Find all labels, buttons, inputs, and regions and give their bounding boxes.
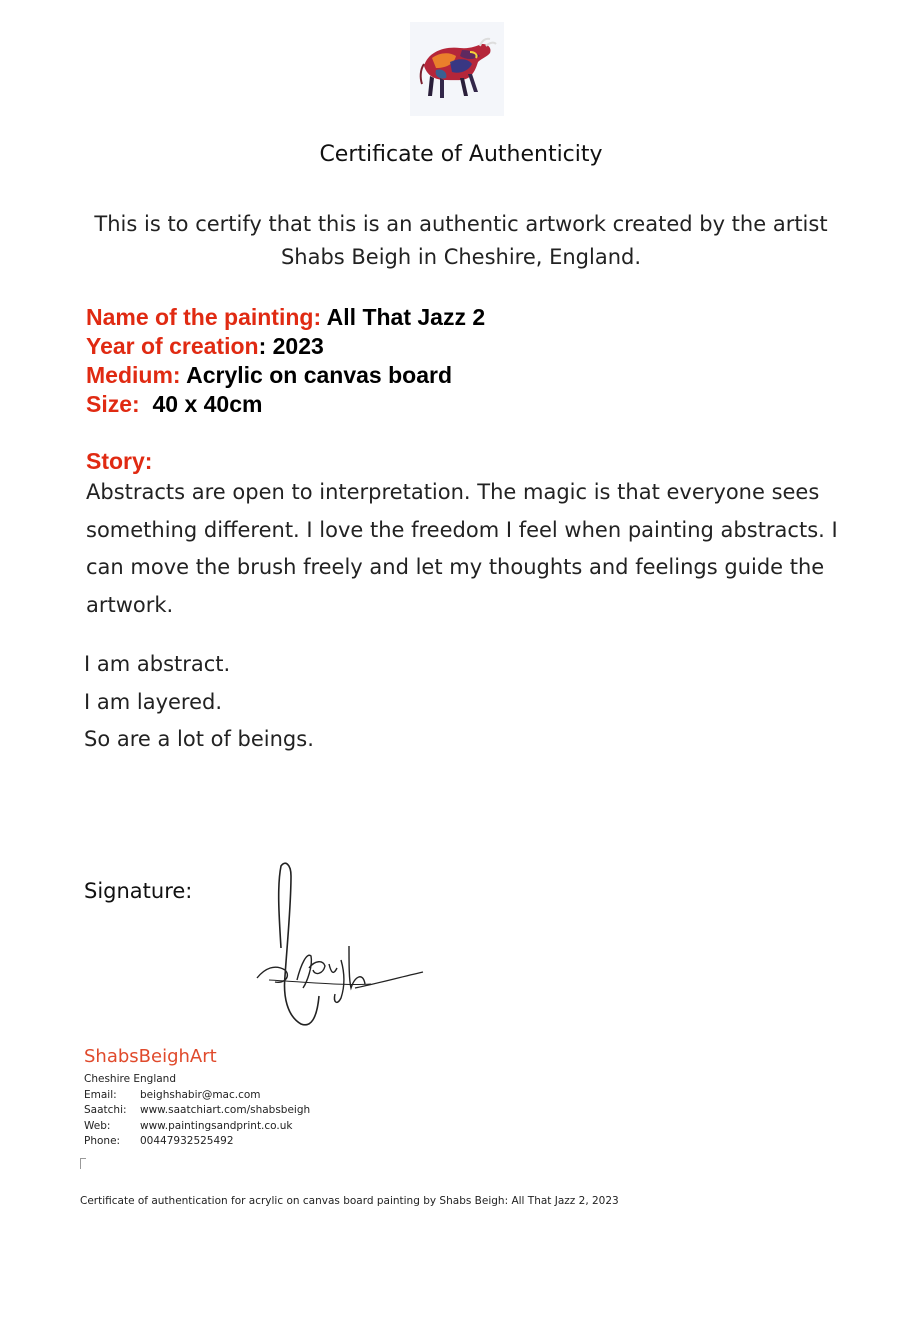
painting-name-value: All That Jazz 2 — [326, 304, 486, 330]
email-value[interactable]: beighshabir@mac.com — [140, 1088, 261, 1101]
medium-value: Acrylic on canvas board — [186, 362, 452, 388]
story-label: Story — [86, 448, 145, 474]
story-label-colon: : — [144, 448, 153, 474]
artwork-details — [86, 303, 485, 419]
brand-name: ShabsBeighArt — [84, 1046, 217, 1067]
saatchi-label: Saatchi: — [84, 1104, 127, 1116]
size-row — [86, 390, 485, 419]
certificate-title: Certificate of Authenticity — [319, 142, 603, 167]
saatchi-row — [84, 1103, 310, 1119]
certification-statement — [60, 208, 862, 274]
size-label: Size: — [86, 391, 140, 417]
phone-label: Phone: — [84, 1135, 121, 1147]
phone-row — [84, 1134, 310, 1150]
corner-mark — [80, 1158, 86, 1169]
poem-line-2: I am layered. — [84, 689, 223, 714]
bull-painting-icon — [410, 22, 504, 116]
poem-line-3: So are a lot of beings. — [84, 727, 314, 751]
year-row — [86, 332, 485, 361]
story-poem — [84, 646, 314, 759]
footer-caption: Certificate of authentication for acrylic on canvas board painting by Shabs Beigh: All That Jazz 2, 2023 — [80, 1195, 619, 1207]
medium-row — [86, 361, 485, 390]
painting-name-label: Name of the painting: — [86, 304, 322, 330]
story-paragraph: Abstracts are open to interpretation. The magic is that everyone sees something different. I love the freedom I feel when painting abstracts. I can move the brush freely and let my thoughts and feelings guide the artwork. — [86, 480, 838, 617]
web-row — [84, 1119, 310, 1135]
web-label: Web: — [84, 1119, 111, 1132]
email-label: Email: — [84, 1088, 117, 1101]
email-row — [84, 1088, 310, 1104]
web-link[interactable]: www.paintingsandprint.co.uk — [140, 1119, 293, 1132]
painting-name-row — [86, 303, 485, 332]
poem-line-1: I am abstract. — [84, 652, 231, 676]
size-value: 40 x 40cm — [152, 391, 263, 417]
phone-value: 00447932525492 — [140, 1135, 234, 1147]
contact-block — [84, 1072, 310, 1150]
medium-label: Medium: — [86, 362, 181, 388]
intro-line-2: Shabs Beigh in Cheshire, England. — [280, 245, 642, 269]
story-heading — [86, 448, 152, 475]
saatchi-link[interactable]: www.saatchiart.com/shabsbeigh — [140, 1104, 311, 1116]
location: Cheshire England — [84, 1073, 176, 1085]
year-value: : 2023 — [258, 333, 324, 359]
signature-image — [245, 856, 430, 1041]
signature-label: Signature: — [84, 879, 193, 903]
intro-line-1: This is to certify that this is an authentic artwork created by the artist — [94, 212, 828, 236]
year-label: Year of creation — [86, 333, 259, 359]
